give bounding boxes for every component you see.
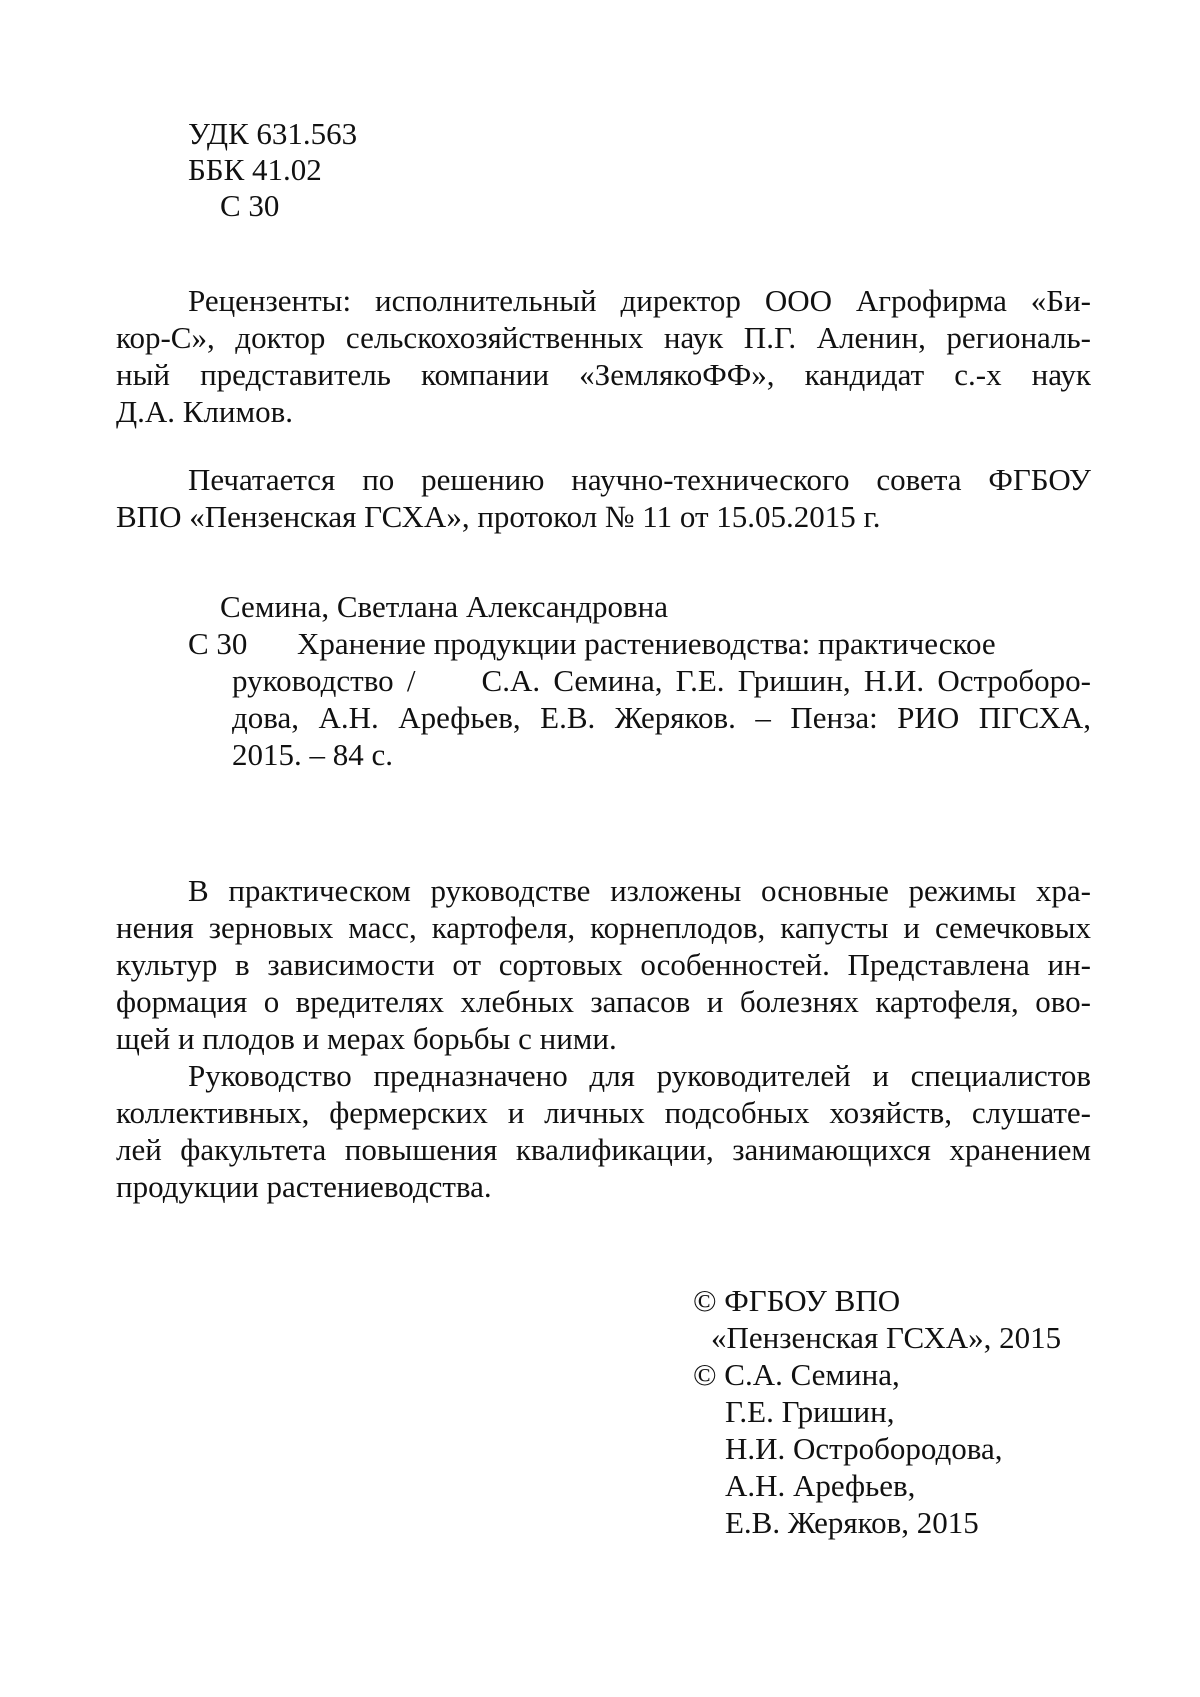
reviewers-line: кор-С», доктор сельскохозяйственных наук П.Г. Аленин, региональ-: [116, 320, 1091, 355]
bib-line: дова, А.Н. Арефьев, Е.В. Жеряков. – Пенза: РИО ПГСХА,: [232, 700, 1091, 735]
bib-line: руководство / С.А. Семина, Г.Е. Гришин, Н.И. Остроборо-: [232, 663, 1091, 698]
abstract-line: коллективных, фермерских и личных подсобных хозяйств, слушате-: [116, 1095, 1091, 1130]
copyright-line: А.Н. Арефьев,: [725, 1468, 916, 1503]
bib-mark: С 30: [188, 626, 248, 661]
bbk-code: ББК 41.02: [188, 152, 322, 187]
copyright-line: Г.Е. Гришин,: [725, 1394, 895, 1429]
copyright-line: «Пензенская ГСХА», 2015: [711, 1320, 1062, 1355]
copyright-line: © ФГБОУ ВПО: [693, 1283, 901, 1318]
author-mark: С 30: [220, 188, 280, 223]
abstract-line: формация о вредителях хлебных запасов и болезнях картофеля, ово-: [116, 984, 1091, 1019]
bib-author: Семина, Светлана Александровна: [220, 589, 669, 624]
bib-line: 2015. – 84 с.: [232, 737, 394, 772]
abstract-line: щей и плодов и мерах борьбы с ними.: [116, 1021, 617, 1056]
bib-title: Хранение продукции растениеводства: практическое: [297, 626, 996, 661]
abstract-line: В практическом руководстве изложены основные режимы хра-: [188, 873, 1091, 908]
abstract-line: нения зерновых масс, картофеля, корнеплодов, капусты и семечковых: [116, 910, 1091, 945]
approval-line: Печатается по решению научно-технического совета ФГБОУ: [188, 462, 1091, 497]
abstract-line: лей факультета повышения квалификации, занимающихся хранением: [116, 1132, 1091, 1167]
copyright-line: Е.В. Жеряков, 2015: [725, 1505, 979, 1540]
copyright-line: © С.А. Семина,: [693, 1357, 900, 1392]
copyright-line: Н.И. Остробородова,: [725, 1431, 1003, 1466]
reviewers-line: ный представитель компании «ЗемлякоФФ», кандидат с.-х наук: [116, 357, 1091, 392]
udk-code: УДК 631.563: [188, 116, 358, 151]
reviewers-line: Рецензенты: исполнительный директор ООО Агрофирма «Би-: [188, 283, 1091, 318]
abstract-line: Руководство предназначено для руководителей и специалистов: [188, 1058, 1091, 1093]
approval-line: ВПО «Пензенская ГСХА», протокол № 11 от 15.05.2015 г.: [116, 499, 881, 534]
abstract-line: продукции растениеводства.: [116, 1169, 492, 1204]
reviewers-line: Д.А. Климов.: [116, 394, 294, 429]
abstract-line: культур в зависимости от сортовых особенностей. Представлена ин-: [116, 947, 1091, 982]
